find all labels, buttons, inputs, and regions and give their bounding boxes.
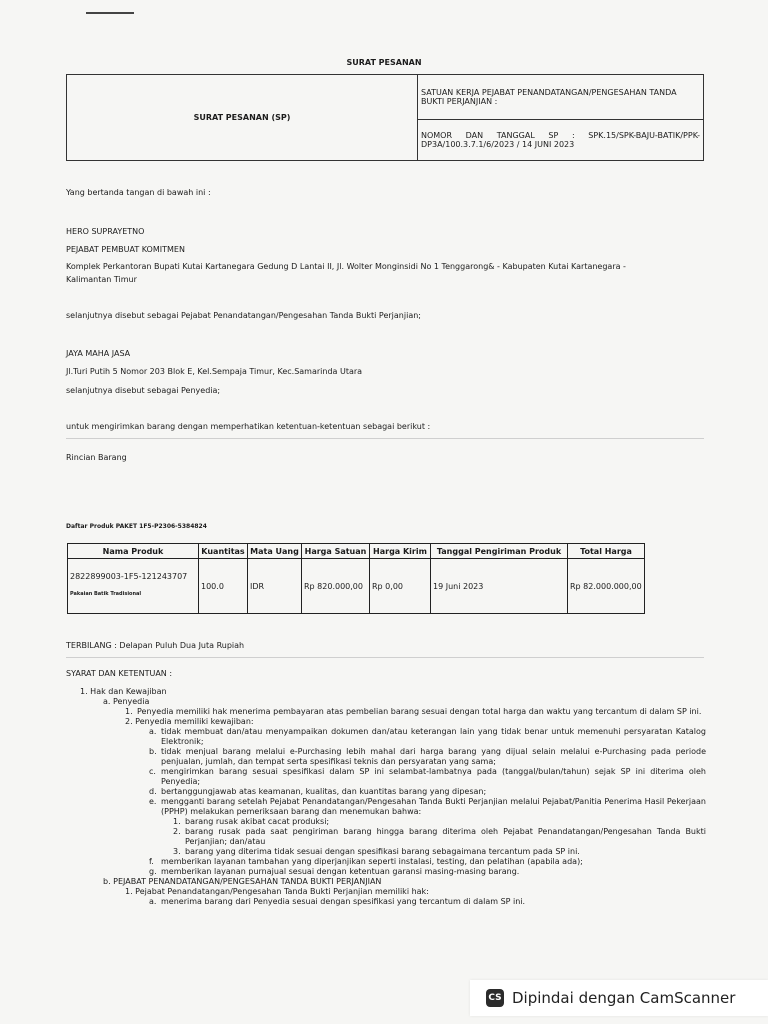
term-item: 2. Penyedia memiliki kewajiban: bbox=[125, 717, 254, 726]
term-heading-official: b. PEJABAT PENANDATANGAN/PENGESAHAN TANDA BUKTI PERJANJIAN bbox=[103, 877, 382, 886]
table-header-row bbox=[68, 544, 645, 559]
document-title: SURAT PESANAN bbox=[346, 58, 422, 67]
cell-quantity: 100.0 bbox=[199, 559, 248, 614]
terms-title: SYARAT DAN KETENTUAN : bbox=[66, 669, 173, 678]
term-heading-provider: a. Penyedia bbox=[103, 697, 150, 706]
term-subitem: 1. barang rusak akibat cacat produksi; bbox=[173, 817, 330, 826]
term-item: 1. Penyedia memiliki hak menerima pembayaran atas pembelian barang sesuai dengan total harga dan waktu yang tercantum di dalam SP ini. bbox=[125, 707, 702, 716]
term-item: g. memberikan layanan purnajual sesuai dengan ketentuan garansi masing-masing barang. bbox=[149, 867, 520, 876]
signatory-address-line2: Kalimantan Timur bbox=[66, 275, 137, 284]
col-header-unit-price: Harga Satuan bbox=[302, 544, 370, 559]
header-number-date: NOMOR DAN TANGGAL SP : SPK.15/SPK-BAJU-BATIK/PPK-DP3A/100.3.7.1/6/2023 / 14 JUNI 2023 bbox=[418, 120, 704, 161]
term-item: e. mengganti barang setelah Pejabat Penandatangan/Pengesahan Tanda Bukti Perjanjian melalui Pejabat/Panitia Penerima Hasil Pekerjaan (PPHP) melakukan pemeriksaan barang dan menemukan bahwa: bbox=[149, 797, 706, 816]
cell-delivery-date: 19 Juni 2023 bbox=[431, 559, 568, 614]
camscanner-watermark bbox=[470, 980, 768, 1016]
package-label: Daftar Produk PAKET 1F5-P2306-5384824 bbox=[66, 523, 207, 530]
term-heading-rights: 1. Hak dan Kewajiban bbox=[80, 687, 167, 696]
col-header-total: Total Harga bbox=[568, 544, 645, 559]
header-left-label: SURAT PESANAN (SP) bbox=[67, 75, 418, 161]
term-item: a. menerima barang dari Penyedia sesuai dengan spesifikasi yang tercantum di dalam SP ini. bbox=[149, 897, 526, 906]
cell-currency: IDR bbox=[248, 559, 302, 614]
product-table bbox=[67, 543, 645, 614]
table-row bbox=[68, 559, 645, 614]
signatory-address-line1: Komplek Perkantoran Bupati Kutai Kartanegara Gedung D Lantai II, Jl. Wolter Monginsidi No 1 Tenggarong& - Kabupaten Kutai Kartanegara - bbox=[66, 262, 626, 271]
signatory-referred: selanjutnya disebut sebagai Pejabat Penandatangan/Pengesahan Tanda Bukti Perjanjian; bbox=[66, 311, 421, 320]
col-header-currency: Mata Uang bbox=[248, 544, 302, 559]
spelled-total: TERBILANG : Delapan Puluh Dua Juta Rupiah bbox=[66, 641, 245, 650]
header-table bbox=[66, 74, 704, 161]
product-code: 2822899003-1F5-121243707 bbox=[70, 572, 188, 581]
term-item: b. tidak menjual barang melalui e-Purchasing lebih mahal dari harga barang yang dijual selain melalui e-Purchasing pada periode penjualan, jumlah, dan tempat serta spesifikasi teknis dan persyaratan yang sama; bbox=[149, 747, 706, 766]
term-subitem: 3. barang yang diterima tidak sesuai dengan spesifikasi barang sebagaimana tercantum pada SP ini. bbox=[173, 847, 580, 856]
cell-total: Rp 82.000.000,00 bbox=[568, 559, 645, 614]
watermark-text: Dipindai dengan CamScanner bbox=[512, 989, 736, 1007]
term-subitem: 2. barang rusak pada saat pengiriman barang hingga barang diterima oleh Pejabat Penandatangan/Pengesahan Tanda Bukti Perjanjian; dan/atau bbox=[173, 827, 706, 846]
col-header-quantity: Kuantitas bbox=[199, 544, 248, 559]
term-item: a. tidak membuat dan/atau menyampaikan dokumen dan/atau keterangan lain yang tidak benar untuk memenuhi persyaratan Katalog Elektronik; bbox=[149, 727, 706, 746]
cell-shipping: Rp 0,00 bbox=[370, 559, 431, 614]
provider-name: JAYA MAHA JASA bbox=[66, 349, 131, 358]
camscanner-logo-icon: CS bbox=[486, 989, 504, 1007]
provider-referred: selanjutnya disebut sebagai Penyedia; bbox=[66, 386, 221, 395]
details-label: Rincian Barang bbox=[66, 453, 127, 462]
purpose-text: untuk mengirimkan barang dengan memperhatikan ketentuan-ketentuan sebagai berikut : bbox=[66, 422, 431, 431]
term-item: c. mengirimkan barang sesuai spesifikasi dalam SP ini selambat-lambatnya pada (tanggal/bulan/tahun) sejak SP ini diterima oleh Penyedia; bbox=[149, 767, 706, 786]
terms-list bbox=[66, 687, 706, 907]
divider bbox=[66, 657, 704, 658]
intro-text: Yang bertanda tangan di bawah ini : bbox=[66, 188, 211, 197]
col-header-product-name: Nama Produk bbox=[68, 544, 199, 559]
col-header-delivery-date: Tanggal Pengiriman Produk bbox=[431, 544, 568, 559]
cell-unit-price: Rp 820.000,00 bbox=[302, 559, 370, 614]
scan-mark bbox=[86, 12, 134, 14]
product-name: Pakaian Batik Tradisional bbox=[70, 591, 142, 597]
term-item: d. bertanggungjawab atas keamanan, kualitas, dan kuantitas barang yang dipesan; bbox=[149, 787, 487, 796]
divider bbox=[66, 438, 704, 439]
header-work-unit: SATUAN KERJA PEJABAT PENANDATANGAN/PENGESAHAN TANDA BUKTI PERJANJIAN : bbox=[418, 75, 704, 120]
cell-product bbox=[68, 559, 199, 614]
signatory-name: HERO SUPRAYETNO bbox=[66, 227, 145, 236]
signatory-position: PEJABAT PEMBUAT KOMITMEN bbox=[66, 245, 185, 254]
provider-address: Jl.Turi Putih 5 Nomor 203 Blok E, Kel.Sempaja Timur, Kec.Samarinda Utara bbox=[66, 367, 363, 376]
col-header-shipping: Harga Kirim bbox=[370, 544, 431, 559]
term-item: f. memberikan layanan tambahan yang diperjanjikan seperti instalasi, testing, dan pelatihan (apabila ada); bbox=[149, 857, 583, 866]
term-item: 1. Pejabat Penandatangan/Pengesahan Tanda Bukti Perjanjian memiliki hak: bbox=[125, 887, 429, 896]
